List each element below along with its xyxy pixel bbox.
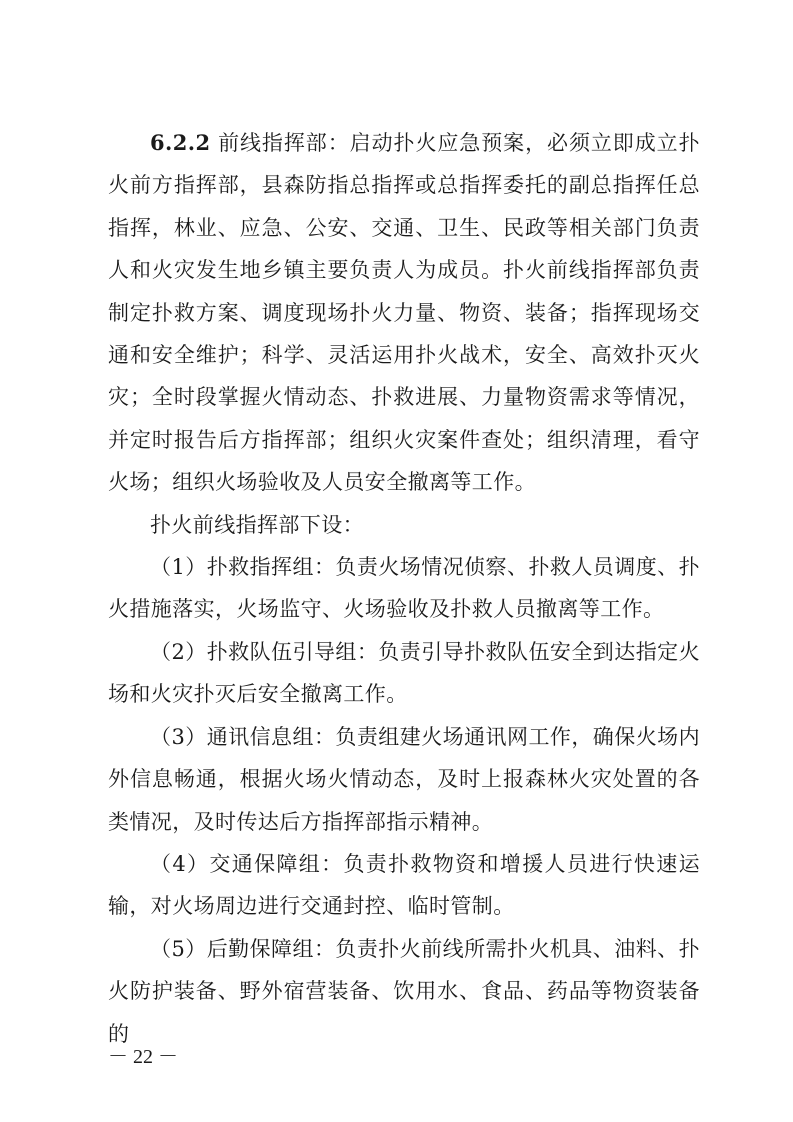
group-paragraph-5: （5）后勤保障组：负责扑火前线所需扑火机具、油料、扑火防护装备、野外宿营装备、饮用水、食品、药品等物资装备的 xyxy=(108,936,700,1046)
section-number: 6.2.2 xyxy=(150,130,211,155)
group-paragraph-2: （2）扑救队伍引导组：负责引导扑救队伍安全到达指定火场和火灾扑灭后安全撤离工作。 xyxy=(108,639,700,707)
group-paragraph-4: （4）交通保障组：负责扑救物资和增援人员进行快速运输，对火场周边进行交通封控、临时管制。 xyxy=(108,851,700,919)
section-paragraph xyxy=(108,122,700,504)
group-paragraph-3: （3）通讯信息组：负责组建火场通讯网工作，确保火场内外信息畅通，根据火场火情动态，及时上报森林火灾处置的各类情况，及时传达后方指挥部指示精神。 xyxy=(108,724,700,834)
page-number: － 22 － xyxy=(108,1046,178,1068)
section-text: 前线指挥部：启动扑火应急预案，必须立即成立扑火前方指挥部，县森防指总指挥或总指挥委托的副总指挥任总指挥，林业、应急、公安、交通、卫生、民政等相关部门负责人和火灾发生地乡镇主要负责人为成员。扑火前线指挥部负责制定扑救方案、调度现场扑火力量、物资、装备；指挥现场交通和安全维护；科学、灵活运用扑火战术，安全、高效扑灭火灾；全时段掌握火情动态、扑救进展、力量物资需求等情况，并定时报告后方指挥部；组织火灾案件查处；组织清理，看守火场；组织火场验收及人员安全撤离等工作。 xyxy=(108,131,700,495)
group-paragraph-1: （1）扑救指挥组：负责火场情况侦察、扑救人员调度、扑火措施落实，火场监守、火场验收及扑救人员撤离等工作。 xyxy=(108,555,700,622)
body-text xyxy=(108,122,700,1055)
intro-paragraph: 扑火前线指挥部下设： xyxy=(150,512,364,537)
